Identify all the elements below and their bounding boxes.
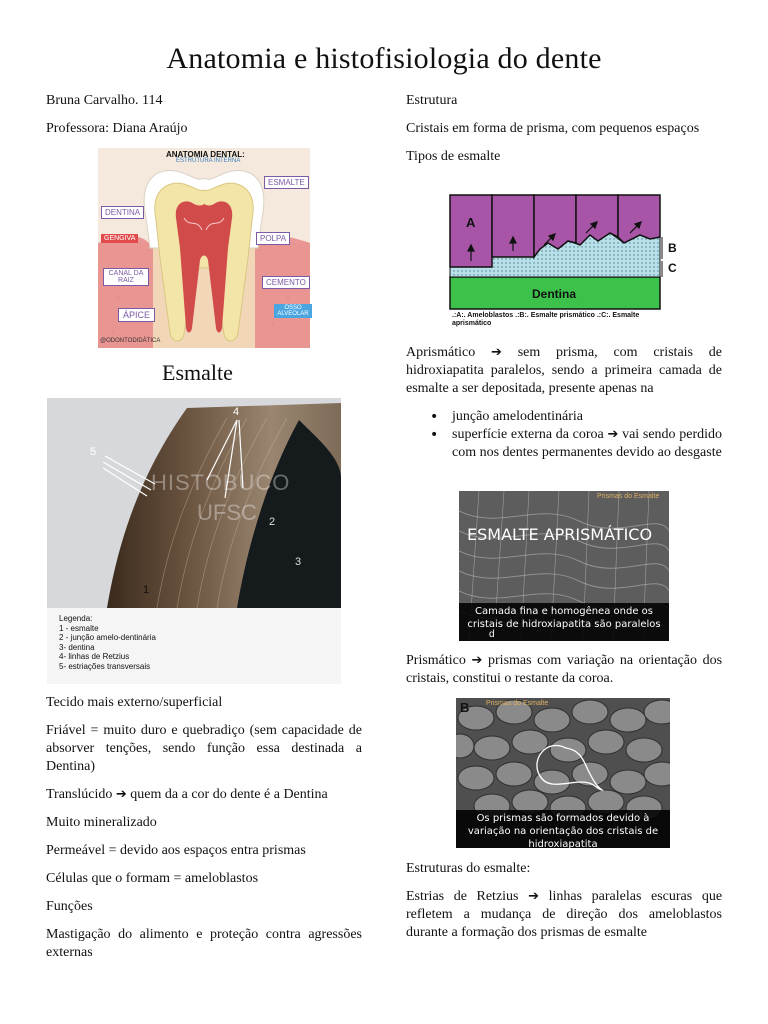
legend-item: 5- estriações transversais [59,661,151,671]
histology-number-2: 2 [269,516,276,528]
histology-number-1: 1 [143,584,150,596]
label-apice: ÁPICE [118,308,155,322]
photo1-title: ESMALTE APRISMÁTICO [467,525,653,544]
term: Aprismático [406,345,476,360]
tooth-figure-title: ANATOMIA DENTAL: [166,150,245,159]
legend-title: Legenda: [59,614,93,623]
author-line: Bruna Carvalho. 114 [46,93,163,108]
prismatic-enamel-photo [456,698,670,848]
photo1-top-label: Prismas do Esmalte [597,493,660,500]
label-dentina: DENTINA [101,206,144,219]
list-item [452,426,722,462]
arrow-icon: ➔ [471,653,483,668]
label-polpa: POLPA [256,232,290,245]
histology-watermark-2: UFSC [197,500,257,525]
photo2-caption: Os prismas são formados devido à variação na orientação dos cristais de hidroxiapatita [467,813,659,848]
paragraph [406,652,722,688]
paragraph: Friável = muito duro e quebradiço (sem capacidade de absorver tenções, sendo função essa destinada a Dentina) [46,723,362,774]
histology-number-4: 4 [233,406,240,418]
paragraph [46,786,362,804]
photo2-corner: B [460,700,470,715]
legend-item: 4- linhas de Retzius [59,652,130,661]
paragraph: Estrutura [406,93,458,108]
legend-item: 1 - esmalte [59,623,99,633]
tooth-figure-credit: @ODONTODIDÁTICA [100,338,161,344]
tooth-anatomy-figure [98,148,310,348]
histology-watermark-1: HISTOBUCO [151,470,291,495]
right-column-prismatico [406,652,722,688]
gum-right [255,236,310,348]
histology-legend [59,614,156,671]
paragraph: Permeável = devido aos espaços entra prismas [46,843,306,858]
paragraph [406,344,722,398]
arrow-icon: ➔ [607,427,619,442]
arrow-icon: ➔ [528,889,540,904]
left-column [46,92,362,138]
bullet-term: superfície externa da coroa [452,427,604,442]
photo2-top-label: Prismas do Esmalte [486,700,549,707]
paragraph: Funções [46,899,93,914]
paragraph [406,888,722,942]
histology-number-3: 3 [295,556,302,568]
diagram-caption: .:A:. Ameloblastos .:B:. Esmalte prismático .:C:. Esmalte aprismático [452,312,640,327]
aprismatic-enamel-photo [459,491,669,641]
definition: prismas com variação na orientação dos cristais, constitui o restante da coroa. [406,653,723,686]
tooth-figure-subtitle: ESTRUTURA INTERNA [176,158,241,164]
paragraph: Células que o formam = ameloblastos [46,871,259,886]
diagram-label-b: B [668,241,677,255]
right-column-aprismatico [406,344,722,462]
label-osso-alveolar: OSSO ALVEOLAR [274,304,312,318]
legend-item: 2 - junção amelo-dentinária [59,633,156,642]
professor-line: Professora: Diana Araújo [46,121,188,136]
ameloblast-cell [618,195,660,243]
enamel-types-diagram [448,193,688,333]
diagram-label-c: C [668,261,677,275]
definition: linhas paralelas escuras que refletem a mudança de direção dos ameloblastos durante a formação dos prismas de esmalte [406,889,723,940]
definition: sem prisma, com cristais de hidroxiapatita paralelos, sendo a primeira camada de esmalte a ser depositada, presente apenas na [406,345,723,396]
paragraph: Cristais em forma de prisma, com pequenos espaços [406,121,700,136]
label-cemento: CEMENTO [262,276,310,289]
label-canal-raiz: CANAL DA RAIZ [103,268,149,286]
histology-photo [47,398,341,608]
term: Translúcido [46,787,113,802]
legend-item: 3- dentina [59,642,95,652]
paragraph: Tipos de esmalte [406,149,501,164]
arrow-icon: ➔ [115,787,127,802]
diagram-label-dentina: Dentina [532,287,577,301]
histology-number-5: 5 [90,446,97,458]
histology-figure [47,398,341,684]
paragraph: Estruturas do esmalte: [406,861,531,876]
paragraph: Tecido mais externo/superficial [46,695,223,710]
photo1-caption: Camada fina e homogênea onde os cristais de hidroxiapatita são paralelos [467,606,661,630]
bullet-definition: vai sendo perdido com nos dentes permanentes devido ao desgaste [452,427,723,460]
definition: quem da a cor do dente é a Dentina [130,787,328,802]
photo1-corner: d [489,629,495,640]
list-item: • junção amelodentinária [452,408,722,426]
right-column-estruturas [406,860,722,942]
diagram-label-a: A [466,215,476,230]
paragraph: Mastigação do alimento e proteção contra agressões externas [46,927,362,960]
term: Estrias de Retzius [406,889,519,904]
right-column [406,92,722,166]
label-esmalte: ESMALTE [264,176,309,189]
bullet-list [406,408,722,462]
section-heading-esmalte: Esmalte [162,360,233,385]
arrow-icon: ➔ [491,345,502,360]
term: Prismático [406,653,466,668]
label-gengiva: GENGIVA [101,234,138,243]
left-column-body [46,694,362,962]
paragraph: Muito mineralizado [46,815,157,830]
gum-left [98,236,153,348]
page-title: Anatomia e histofisiologia do dente [166,42,602,75]
